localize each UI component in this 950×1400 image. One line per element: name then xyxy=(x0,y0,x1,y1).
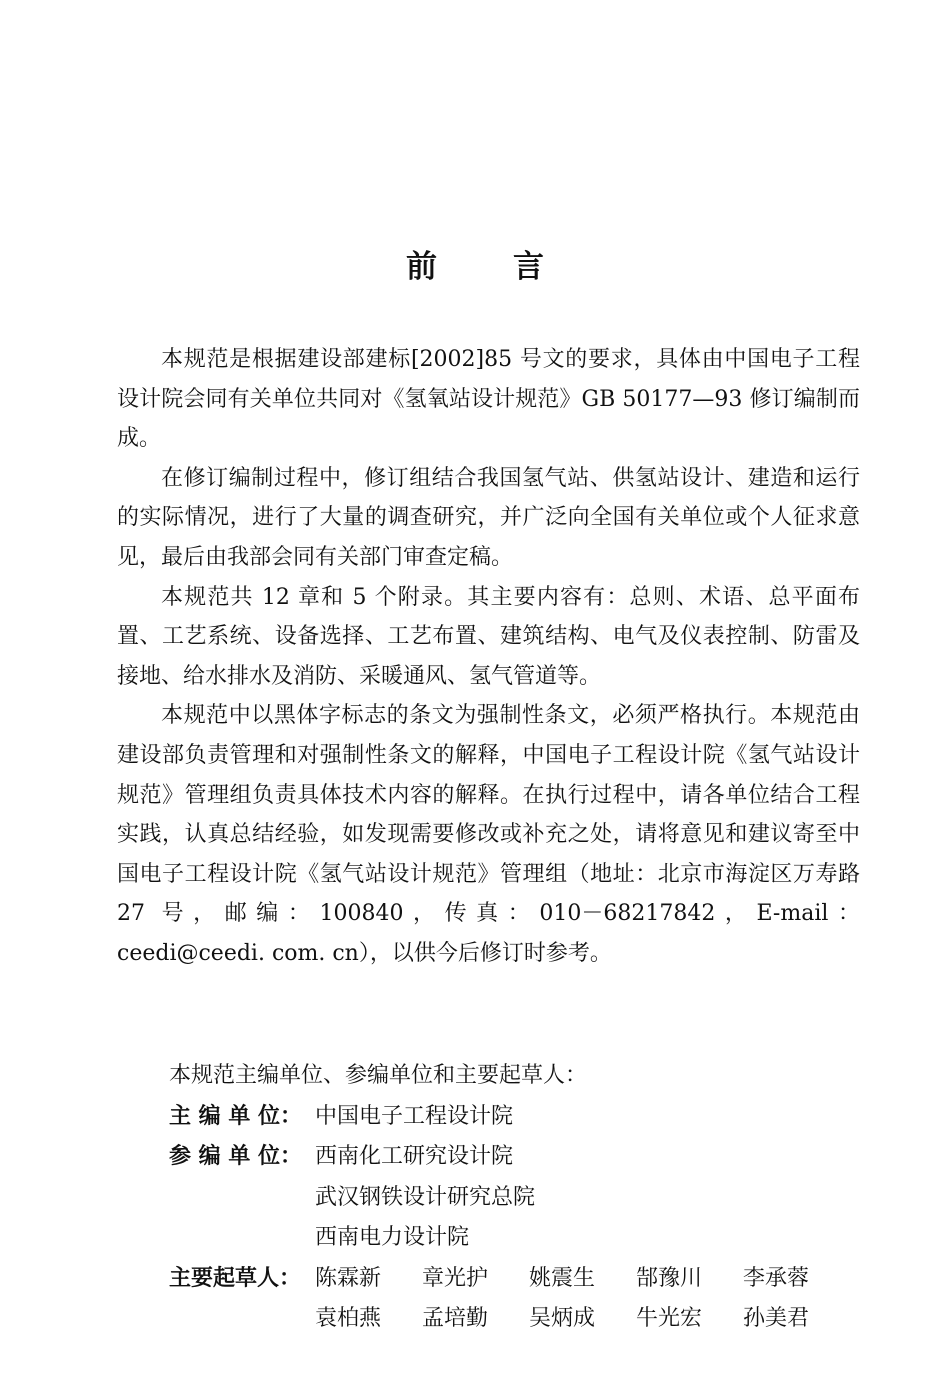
drafter-name: 孟培勤 xyxy=(422,1306,489,1331)
drafters-list xyxy=(315,1259,850,1340)
participating-units-row xyxy=(169,1137,869,1259)
paragraph-1: 本规范是根据建设部建标[2002]85 号文的要求，具体由中国电子工程设计院会同有关单位共同对《氢氧站设计规范》GB 50177—93 修订编制而成。 xyxy=(117,347,860,452)
drafters-label: 主要起草人： xyxy=(169,1265,302,1291)
drafter-name: 牛光宏 xyxy=(636,1306,703,1331)
drafter-name: 章光护 xyxy=(422,1265,489,1291)
credits-intro: 本规范主编单位、参编单位和主要起草人： xyxy=(169,1063,588,1088)
chief-unit-row xyxy=(169,1097,869,1138)
preface-body xyxy=(117,340,860,974)
drafters-line xyxy=(315,1299,850,1340)
drafter-name: 孙美君 xyxy=(743,1306,810,1331)
drafter-name: 袁柏燕 xyxy=(315,1306,382,1331)
chief-unit-value: 中国电子工程设计院 xyxy=(315,1103,514,1129)
drafter-name: 陈霖新 xyxy=(315,1265,382,1291)
participating-unit: 西南电力设计院 xyxy=(315,1225,470,1250)
drafters-line xyxy=(315,1259,850,1300)
paragraph-3: 本规范共 12 章和 5 个附录。其主要内容有：总则、术语、总平面布置、工艺系统、设备选择、工艺布置、建筑结构、电气及仪表控制、防雷及接地、给水排水及消防、采暖通风、氢气管道等。 xyxy=(117,584,860,689)
title-char: 言 xyxy=(513,248,544,285)
drafter-name: 姚震生 xyxy=(529,1265,596,1291)
participating-units-list xyxy=(315,1137,535,1259)
drafter-name: 吴炳成 xyxy=(529,1306,596,1331)
participating-units-label: 参 编 单 位： xyxy=(169,1144,302,1169)
participating-unit: 武汉钢铁设计研究总院 xyxy=(315,1184,536,1210)
drafter-name: 李承蓉 xyxy=(743,1265,810,1291)
drafter-name: 郜豫川 xyxy=(636,1265,703,1291)
chief-unit-label: 主 编 单 位： xyxy=(169,1103,302,1129)
page-title xyxy=(0,243,950,291)
title-char: 前 xyxy=(406,248,437,285)
credits-section xyxy=(169,1056,869,1340)
participating-unit: 西南化工研究设计院 xyxy=(315,1144,514,1169)
paragraph-2: 在修订编制过程中，修订组结合我国氢气站、供氢站设计、建造和运行的实际情况，进行了大量的调查研究，并广泛向全国有关单位或个人征求意见，最后由我部会同有关部门审查定稿。 xyxy=(117,465,860,570)
paragraph-4: 本规范中以黑体字标志的条文为强制性条文，必须严格执行。本规范由建设部负责管理和对强制性条文的解释，中国电子工程设计院《氢气站设计规范》管理组负责具体技术内容的解释。在执行过程中，请各单位结合工程实践，认真总结经验，如发现需要修改或补充之处，请将意见和建议寄至中国电子工程设计院《氢气站设计规范》管理组（地址：北京市海淀区万寿路 27 号，邮编：100840，传真：010－68217842，E-mail：ceedi@ceedi. com. cn），以供今后修订时参考。 xyxy=(117,703,860,966)
drafters-row xyxy=(169,1259,869,1340)
